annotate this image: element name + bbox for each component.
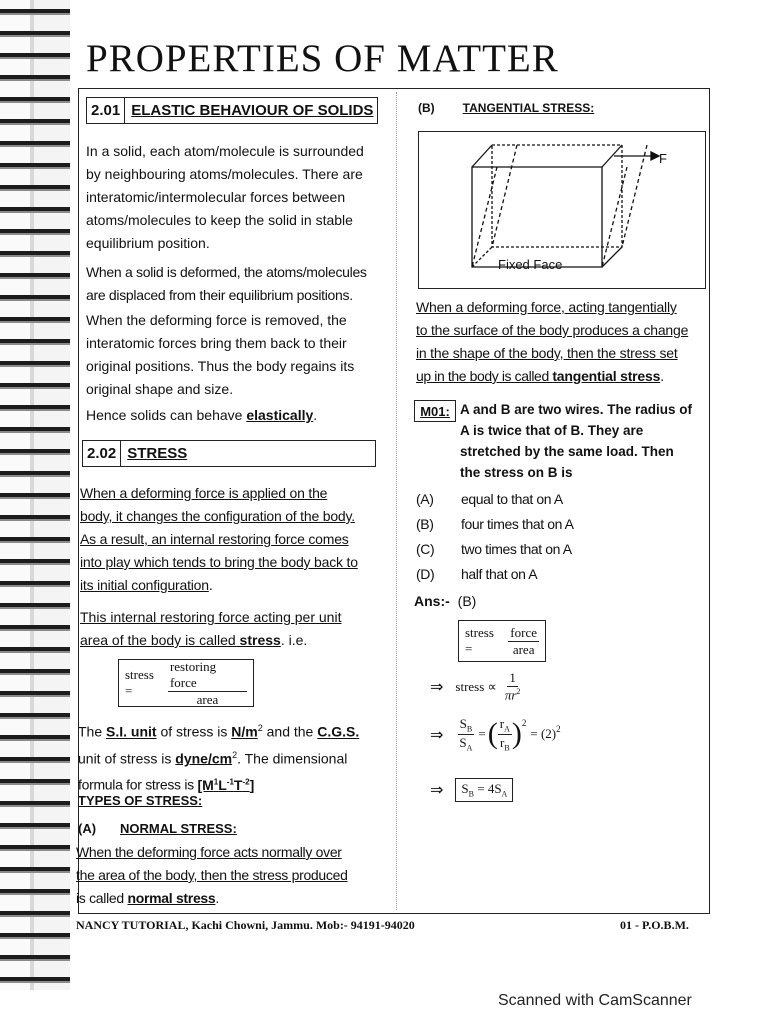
text-line: the area of the body, then the stress produced bbox=[76, 867, 348, 883]
formula-lhs: stress = bbox=[465, 625, 494, 656]
subscript: B bbox=[468, 789, 474, 799]
paragraph-elastically bbox=[86, 404, 378, 427]
text-line: by neighbouring atoms/molecules. There are bbox=[86, 166, 363, 182]
text-span: = 4S bbox=[473, 781, 502, 796]
formula-rhs: = (2) bbox=[530, 726, 557, 742]
fraction bbox=[503, 670, 523, 703]
implies-icon: ⇒ bbox=[430, 780, 444, 800]
tangential-stress-diagram bbox=[418, 131, 706, 289]
option-text: four times that on A bbox=[461, 516, 574, 532]
key-term: tangential stress bbox=[552, 368, 661, 384]
scanner-watermark: Scanned with CamScanner bbox=[498, 992, 692, 1009]
text-line: interatomic/intermolecular forces between bbox=[86, 189, 346, 205]
text-span: . bbox=[215, 890, 219, 906]
text-line: in the shape of the body, then the stress set bbox=[416, 345, 678, 361]
equals-sign: = bbox=[478, 726, 486, 742]
text-line: to the surface of the body produces a change bbox=[416, 322, 689, 338]
fraction-numerator: force bbox=[510, 624, 537, 640]
subscript: A bbox=[466, 743, 473, 753]
text-line: are displaced from their equilibrium positions. bbox=[86, 287, 353, 303]
text-span: πr bbox=[504, 687, 517, 703]
text-line: As a result, an internal restoring force comes bbox=[80, 531, 349, 547]
column-divider bbox=[396, 92, 397, 910]
proportional-step bbox=[430, 670, 522, 703]
option-key: (D) bbox=[416, 566, 435, 582]
text-line: the stress on B is bbox=[460, 465, 573, 480]
ratio-step bbox=[430, 716, 561, 752]
superscript: 2 bbox=[257, 723, 263, 733]
text-line: This internal restoring force acting per unit bbox=[80, 609, 342, 625]
key-term: N/m bbox=[231, 723, 258, 740]
answer-value: (B) bbox=[457, 593, 477, 609]
section-title: ELASTIC BEHAVIOUR OF SOLIDS bbox=[131, 102, 374, 119]
superscript: 2 bbox=[556, 724, 561, 734]
option-text: equal to that on A bbox=[461, 491, 563, 507]
text-span: T bbox=[233, 776, 243, 793]
formula-lhs: stress ∝ bbox=[455, 678, 497, 694]
answer-options bbox=[416, 491, 706, 591]
paragraph-units bbox=[78, 717, 378, 797]
footer-page-code: 01 - P.O.B.M. bbox=[620, 918, 689, 932]
question-label-box bbox=[414, 400, 456, 422]
force-label: F bbox=[659, 151, 667, 166]
fraction-numerator: restoring force bbox=[168, 659, 247, 692]
text-span: . bbox=[313, 407, 318, 423]
option-text: half that on A bbox=[461, 566, 538, 582]
text-span: . bbox=[660, 368, 664, 384]
section-title: STRESS bbox=[127, 445, 188, 462]
text-line: its initial configuration bbox=[80, 577, 209, 593]
option-key: (C) bbox=[416, 541, 435, 557]
text-span: L bbox=[218, 776, 227, 793]
option-key: (B) bbox=[416, 516, 434, 532]
paragraph-stress-definition bbox=[80, 482, 376, 597]
fraction bbox=[168, 659, 247, 708]
text-span: Hence solids can behave bbox=[86, 407, 247, 423]
text-span: S bbox=[459, 734, 467, 750]
subscript: B bbox=[504, 743, 510, 753]
superscript: 1 bbox=[213, 777, 219, 787]
fraction-numerator bbox=[498, 716, 512, 735]
question-text bbox=[460, 399, 707, 483]
fraction-denominator bbox=[503, 687, 523, 703]
text-span: unit of stress is bbox=[78, 750, 176, 767]
section-heading-2-01 bbox=[86, 97, 378, 124]
fraction bbox=[457, 716, 474, 752]
paragraph-solid-atoms bbox=[86, 140, 376, 255]
superscript: -2 bbox=[242, 777, 250, 787]
text-line: A and B are two wires. The radius of bbox=[460, 402, 693, 417]
subsection-title: TANGENTIAL STRESS: bbox=[462, 101, 595, 115]
text-span: S bbox=[459, 716, 467, 731]
text-span: up in the body is called bbox=[416, 368, 553, 384]
text-span: ] bbox=[249, 776, 255, 793]
spiral-binding bbox=[0, 0, 70, 990]
text-line: atoms/molecules to keep the solid in stable bbox=[86, 212, 353, 228]
paragraph-force-removed bbox=[86, 309, 376, 401]
text-line: equilibrium position. bbox=[86, 235, 210, 251]
fraction bbox=[508, 625, 539, 658]
text-line: into play which tends to bring the body back to bbox=[80, 554, 358, 570]
text-span: is called bbox=[76, 890, 128, 906]
text-span: r bbox=[499, 716, 505, 731]
fixed-face-label: Fixed Face bbox=[498, 257, 563, 272]
text-line: When the deforming force is removed, the bbox=[86, 312, 347, 328]
paragraph-normal-stress bbox=[76, 841, 376, 910]
text-span: . i.e. bbox=[280, 632, 308, 648]
answer-line bbox=[414, 593, 476, 609]
text-line: When a deforming force, acting tangentially bbox=[416, 299, 677, 315]
paragraph-stress-per-area bbox=[80, 606, 376, 652]
text-span: S bbox=[461, 781, 469, 796]
implies-icon: ⇒ bbox=[430, 724, 444, 744]
paragraph-deformed bbox=[86, 261, 378, 307]
sheared-edge-left bbox=[472, 167, 497, 267]
stress-formula-box bbox=[118, 659, 254, 707]
fraction bbox=[498, 716, 512, 752]
option-c bbox=[416, 541, 706, 566]
key-term: dyne/cm bbox=[175, 750, 233, 767]
text-line: When a solid is deformed, the atoms/molecules bbox=[86, 264, 367, 280]
text-span: . bbox=[208, 577, 213, 593]
sheared-edge-right bbox=[602, 167, 627, 267]
fraction-denominator bbox=[498, 735, 512, 753]
key-term: elastically bbox=[246, 407, 314, 423]
text-span: r bbox=[499, 734, 505, 750]
left-paren: ( bbox=[487, 717, 498, 751]
dimensional-formula bbox=[197, 777, 254, 793]
subsection-title: NORMAL STRESS: bbox=[120, 821, 237, 836]
fraction-denominator: area bbox=[512, 641, 535, 657]
paragraph-tangential-definition bbox=[416, 296, 708, 388]
subscript: A bbox=[501, 789, 508, 799]
section-heading-2-02 bbox=[82, 440, 376, 467]
text-line: original positions. Thus the body regains its bbox=[86, 358, 355, 374]
fraction-denominator: area bbox=[196, 691, 219, 707]
types-of-stress-heading: TYPES OF STRESS: bbox=[78, 793, 203, 808]
fraction-numerator bbox=[458, 716, 475, 735]
answer-label: Ans:- bbox=[414, 593, 450, 609]
question-label: M01: bbox=[420, 403, 450, 419]
text-line: body, it changes the configuration of the body. bbox=[80, 508, 355, 524]
key-term: stress bbox=[239, 632, 281, 648]
option-d bbox=[416, 566, 706, 591]
result-step bbox=[430, 778, 513, 802]
section-number: 2.02 bbox=[83, 441, 121, 466]
text-line: interatomic forces bring them back to their bbox=[86, 335, 347, 351]
key-term: S.I. unit bbox=[106, 723, 157, 740]
right-paren: ) bbox=[511, 717, 522, 751]
option-a bbox=[416, 491, 706, 516]
option-b bbox=[416, 516, 706, 541]
fraction-denominator bbox=[457, 735, 474, 753]
force-area-formula-box bbox=[458, 620, 546, 662]
subscript: B bbox=[466, 724, 473, 734]
text-span: formula for stress is bbox=[78, 776, 198, 793]
text-line: stretched by the same load. Then bbox=[460, 444, 674, 459]
text-line: In a solid, each atom/molecule is surrounded bbox=[86, 143, 364, 159]
item-key: (A) bbox=[78, 821, 97, 836]
superscript: 2 bbox=[521, 718, 527, 728]
text-line: A is twice that of B. They are bbox=[460, 423, 644, 438]
fraction-numerator: 1 bbox=[509, 670, 516, 685]
text-span: . The dimensional bbox=[237, 750, 348, 767]
normal-stress-heading bbox=[78, 817, 378, 840]
text-span: area of the body is called bbox=[80, 632, 240, 648]
tangential-stress-heading bbox=[418, 97, 594, 120]
superscript: -1 bbox=[226, 777, 234, 787]
text-span: The bbox=[78, 723, 107, 740]
superscript: 2 bbox=[516, 687, 521, 696]
formula-lhs: stress = bbox=[125, 667, 154, 698]
text-line: When the deforming force acts normally over bbox=[76, 844, 342, 860]
text-span: [M bbox=[197, 776, 214, 793]
text-span: of stress is bbox=[156, 723, 232, 740]
footer-publisher: NANCY TUTORIAL, Kachi Chowni, Jammu. Mob:- 94191-94020 bbox=[76, 918, 415, 932]
subscript: A bbox=[504, 724, 510, 734]
key-term: normal stress bbox=[127, 890, 216, 906]
option-text: two times that on A bbox=[461, 541, 572, 557]
page-title: PROPERTIES OF MATTER bbox=[86, 37, 559, 80]
force-arrowhead bbox=[651, 152, 659, 160]
text-line: When a deforming force is applied on the bbox=[80, 485, 328, 501]
key-term: C.G.S. bbox=[317, 723, 360, 740]
result-box bbox=[455, 778, 513, 802]
text-span: and the bbox=[262, 723, 318, 740]
text-line: original shape and size. bbox=[86, 381, 234, 397]
superscript: 2 bbox=[232, 749, 238, 760]
section-number: 2.01 bbox=[87, 98, 125, 123]
option-key: (A) bbox=[416, 491, 434, 507]
item-key: (B) bbox=[418, 101, 435, 115]
implies-icon: ⇒ bbox=[430, 677, 444, 697]
